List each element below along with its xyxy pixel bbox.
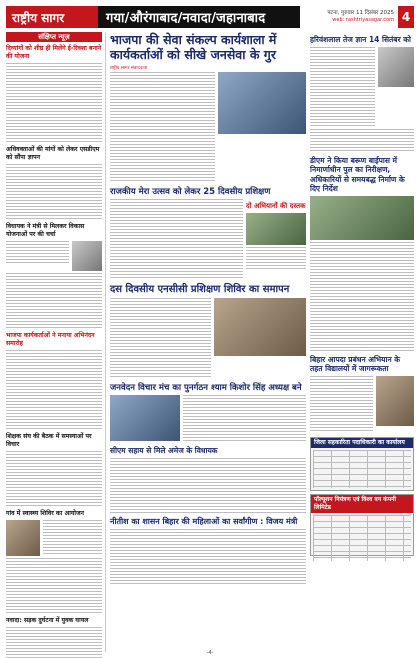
ncc-camp-photo xyxy=(214,298,306,356)
left-headline-1[interactable]: दिव्यांगों को शीघ्र ही मिलेंगे ई-रिक्शा बनाने की योजना xyxy=(6,45,102,60)
headline-5[interactable]: नीतीश का शासन बिहार की महिलाओं का सर्वांगीण : विजय मंत्री xyxy=(110,517,298,526)
article-body xyxy=(6,451,102,507)
issue-date: पटना, गुरुवार 11 दिसंबर 2025 xyxy=(327,10,394,16)
left-column xyxy=(6,32,106,652)
headline-4[interactable]: सीएम सहाय से मिले अमेज के विधायक xyxy=(110,446,218,455)
tender-table xyxy=(313,450,411,488)
tender-notice xyxy=(310,437,414,491)
article-body xyxy=(6,350,102,430)
left-headline-5[interactable]: शिक्षक संघ की बैठक में समस्याओं पर विचार xyxy=(6,433,92,448)
article-body xyxy=(110,298,211,378)
sub-headline-2[interactable]: दो अभियानों की दस्तक xyxy=(246,202,306,210)
sub-row xyxy=(110,199,306,281)
article-body xyxy=(110,199,243,279)
article-body xyxy=(110,72,215,182)
page-number: 4 xyxy=(398,6,414,28)
school-photo xyxy=(376,376,414,426)
article-body xyxy=(183,395,306,441)
left-headline-3[interactable]: विधायक ने मंत्री से मिलकर विकास योजनाओं पर की चर्चा xyxy=(6,223,85,238)
lead-byline: राष्ट्रीय सागर संवाददाता xyxy=(110,66,148,71)
right-headline-2[interactable]: डीएम ने किया बरूण बाईपास में निमार्णाधीन पुल का निरीक्षण, अधिकारियों से समयबद्ध निर्माण के दिए निर्देश xyxy=(310,155,405,193)
masthead-info xyxy=(300,6,396,28)
headline-3[interactable]: जनवेदन विचार मंच का पुनर्गठन श्याम किशोर सिंह अध्यक्ष बने xyxy=(110,383,302,393)
article-body xyxy=(310,129,414,153)
sub-photo xyxy=(246,213,306,245)
article-row xyxy=(6,520,102,558)
portrait-photo xyxy=(378,47,414,87)
portrait-photo xyxy=(72,241,102,271)
article-body xyxy=(310,376,373,432)
short-news-label: संक्षिप्त न्यूज़ xyxy=(6,32,102,42)
article-body xyxy=(6,558,102,614)
tender-notice-title: जिला सहकारिता पदाधिकारी का कार्यालय xyxy=(311,438,413,448)
story-row xyxy=(110,395,306,443)
article-body xyxy=(110,529,306,585)
company-notice-table xyxy=(313,515,411,561)
article-body xyxy=(310,47,375,127)
article-body xyxy=(43,520,102,556)
right-row xyxy=(310,376,414,434)
left-headline-4[interactable]: भाजपा कार्यकर्ताओं ने मनाया अभिनंदन समारोह xyxy=(6,332,95,347)
article-body xyxy=(6,273,102,329)
masthead xyxy=(6,6,414,28)
news-photo xyxy=(6,520,40,556)
section-brand: राष्ट्रीय सागर xyxy=(6,6,98,28)
footer-page-label: -4- xyxy=(206,650,214,656)
sub-headline-1[interactable]: राजकीय मेरा उत्सव को लेकर 25 दिवसीय प्रशिक्षण xyxy=(110,187,271,197)
website-link[interactable]: web: rashtriyasagar.com xyxy=(332,17,394,23)
meeting-photo xyxy=(110,395,180,441)
company-notice-title: पॉल्यूशन नियंत्रण एवं विश्व वन कंपनी लिमिटेड xyxy=(311,495,413,513)
lead-row xyxy=(110,72,306,184)
right-headline-1[interactable]: हरिवंशलाल तेज ज्ञान 14 सितंबर को xyxy=(310,35,411,44)
right-column xyxy=(310,32,414,652)
lead-photo xyxy=(218,72,306,134)
sub-story xyxy=(246,199,306,281)
main-column xyxy=(110,32,306,652)
company-notice xyxy=(310,494,414,556)
lead-headline[interactable]: भाजपा की सेवा संकल्प कार्यशाला में कार्यकर्ताओं को सीखे जनसेवा के गुर xyxy=(110,32,277,62)
article-body xyxy=(6,241,69,265)
bridge-inspection-photo xyxy=(310,196,414,240)
wide-row xyxy=(110,298,306,380)
article-body xyxy=(6,63,102,143)
left-headline-7[interactable]: नवादा: सड़क दुर्घटना में युवक घायल xyxy=(6,617,89,624)
left-headline-6[interactable]: गांव में स्वास्थ्य शिविर का आयोजन xyxy=(6,510,84,517)
edition-title: गया/औरंगाबाद/नवादा/जहानाबाद xyxy=(98,6,300,28)
article-body xyxy=(246,247,306,271)
article-body xyxy=(310,242,414,352)
article-row xyxy=(6,241,102,273)
article-body xyxy=(110,458,306,514)
left-headline-2[interactable]: अधिवक्ताओं की मांगों को लेकर एसडीएम को सौंपा ज्ञापन xyxy=(6,146,100,161)
article-body xyxy=(6,164,102,220)
wide-headline[interactable]: दस दिवसीय एनसीसी प्रशिक्षण शिविर का समापन xyxy=(110,284,290,295)
right-headline-3[interactable]: बिहार आपदा प्रबंधन अभियान के तहत विद्यालयों में जागरूकता xyxy=(310,354,400,373)
right-row xyxy=(310,47,414,129)
